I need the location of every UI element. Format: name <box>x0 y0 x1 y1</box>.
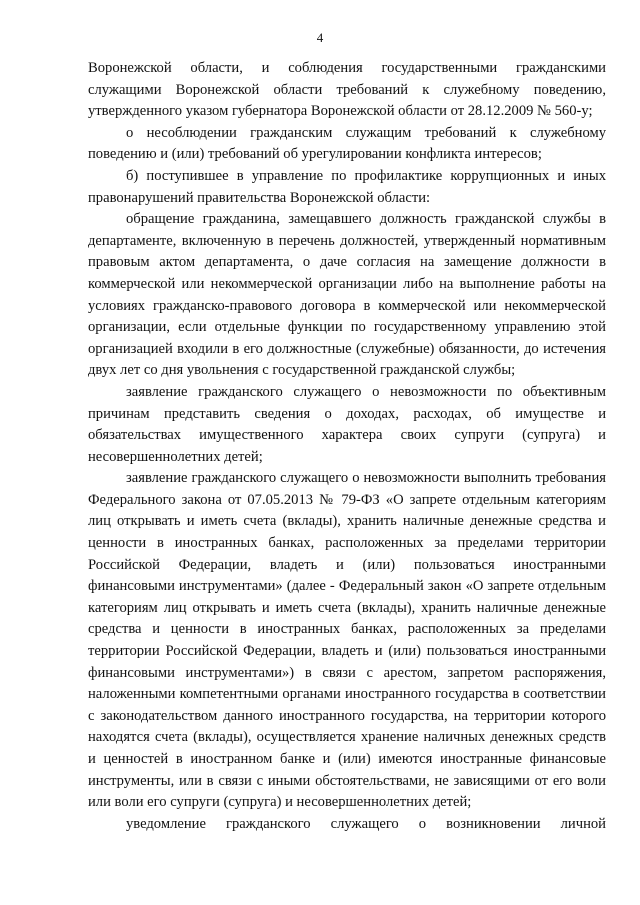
page-number: 4 <box>316 30 324 45</box>
paragraph-notification: уведомление гражданского служащего о возникновении личной <box>126 815 606 832</box>
paragraph-nonobservance: о несоблюдении гражданским служащим требований к служебному поведению и (или) требований об урегулировании конфликта интересов; <box>88 124 606 163</box>
paragraph-former-employee-appeal: обращение гражданина, замещавшего должность гражданской службы в департаменте, включенную в перечень должностей, утвержденный нормативным правовым актом департамента, о даче согласия на замещение должности в коммерческой или некоммерческой организации либо на выполнение работы на условиях гражданско-правового договора в коммерческой или некоммерческой организации, если отдельные функции по государственному управлению этой организацией входили в его должностные (служебные) обязанности, до истечения двух лет со дня увольнения с государственной гражданской службы; <box>88 211 606 379</box>
paragraph-foreign-accounts: заявление гражданского служащего о невозможности выполнить требования Федерального закона от 07.05.2013 № 79-ФЗ «О запрете отдельным категориям лиц открывать и иметь счета (вклады), хранить наличные денежные средства и ценности в иностранных банках, расположенных за пределами территории Российской Федерации, владеть и (или) пользоваться иностранными финансовыми инструментами» (далее - Федеральный закон «О запрете отдельным категориям лиц открывать и иметь счета (вклады), хранить наличные денежные средства и ценности в иностранных банках, расположенных за пределами территории Российской Федерации, владеть и (или) пользоваться иностранными финансовыми инструментами») в связи с арестом, запретом распоряжения, наложенными компетентными органами иностранного государства в соответствии с законодательством данного иностранного государства, на территории которого находятся счета (вклады), осуществляется хранение наличных денежных средств и ценностей в иностранном банке и (или) имеются иностранные финансовые инструменты, или в связи с иными обстоятельствами, не зависящими от его воли или воли его супруги (супруга) и несовершеннолетних детей; <box>88 470 606 811</box>
paragraph-income-statement: заявление гражданского служащего о невозможности по объективным причинам представить сведения о доходах, расходах, об имуществе и обязательствах имущественного характера своих супруги (супруга) и несовершеннолетних детей; <box>88 383 606 465</box>
document-body <box>88 58 606 835</box>
paragraph-continuation: Воронежской области, и соблюдения государственными гражданскими служащими Воронежской области требований к служебному поведению, утвержденного указом губернатора Воронежской области от 28.12.2009 № 560-у; <box>88 60 606 120</box>
paragraph-item-b: б) поступившее в управление по профилактике коррупционных и иных правонарушений правительства Воронежской области: <box>88 167 606 206</box>
